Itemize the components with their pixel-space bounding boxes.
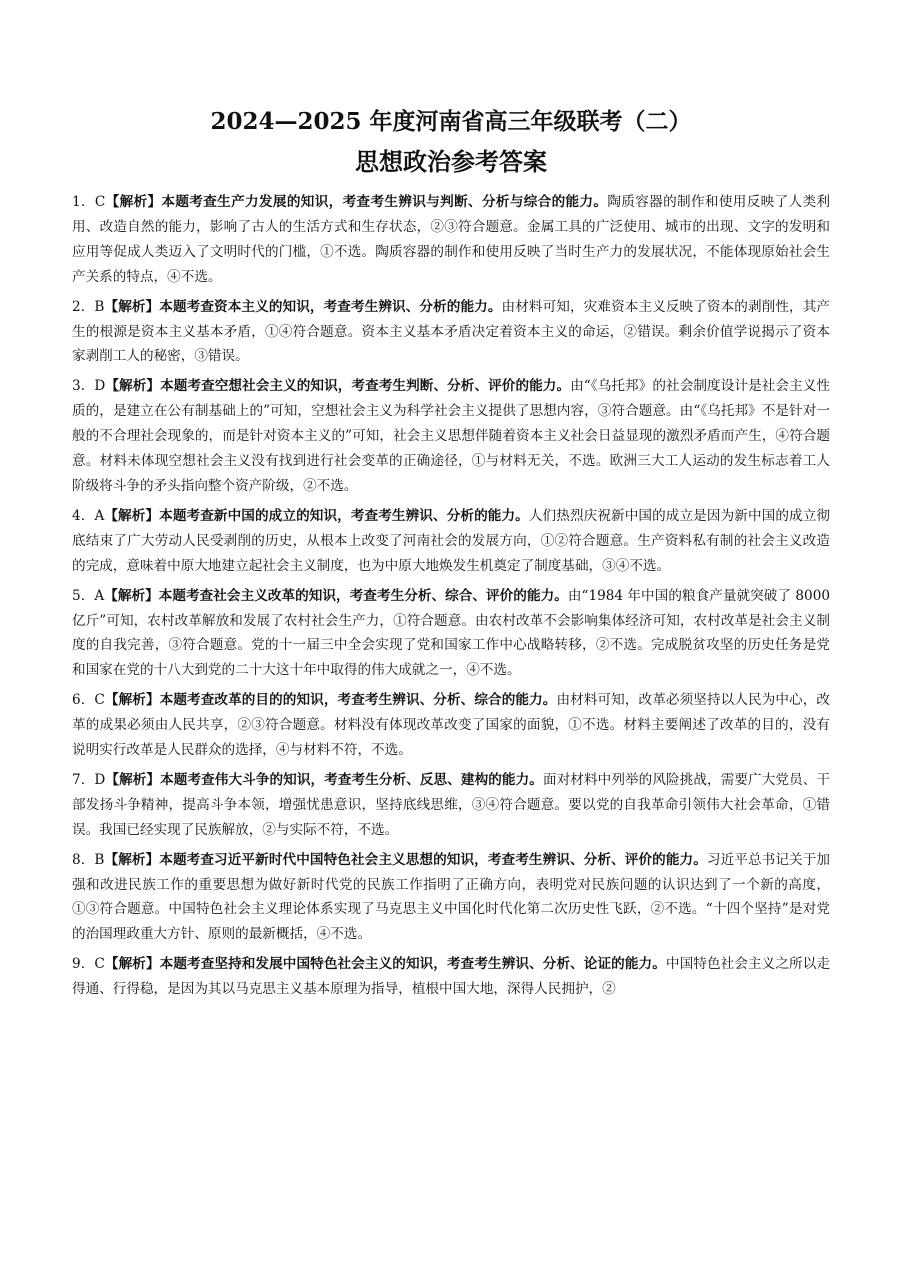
answer-item-8 [72, 848, 830, 948]
answer-summary: 本题考查坚持和发展中国特色社会主义的知识，考查考生辨识、分析、论证的能力。 [159, 956, 666, 973]
answer-item-9 [72, 952, 830, 1002]
answer-item-7 [72, 768, 830, 843]
answer-number: 6．C [72, 692, 105, 709]
analysis-tag: 【解析】 [104, 692, 160, 709]
answer-body: 由材料可知，改革必须坚持以人民为中心，改革的成果必须由人民共享，②③符合题意。材料没有体现改革改变了国家的面貌，①不选。材料主要阐述了改革的目的，没有说明实行改革是人民群众的选择，④与材料不符，不选。 [72, 692, 831, 759]
page-title: 2024—2025 年度河南省高三年级联考（二） [210, 108, 692, 135]
analysis-tag: 【解析】 [105, 771, 161, 788]
answer-number: 4．A [72, 507, 105, 524]
answer-number: 8．B [72, 851, 105, 868]
answer-number: 7．D [72, 771, 106, 788]
answer-item-6 [72, 688, 830, 763]
analysis-tag: 【解析】 [104, 956, 160, 973]
answer-number: 3．D [72, 378, 106, 395]
answer-body: 由材料可知，灾难资本主义反映了资本的剥削性，其产生的根源是资本主义基本矛盾，①④符合题意。资本主义基本矛盾决定着资本主义的命运，②错误。剩余价值学说揭示了资本家剥削工人的秘密，③错误。 [72, 298, 831, 365]
analysis-tag: 【解析】 [104, 851, 160, 868]
answer-summary: 本题考查伟大斗争的知识，考查考生分析、反思、建构的能力。 [160, 771, 543, 788]
answer-item-5 [72, 584, 830, 684]
answer-item-4 [72, 504, 830, 579]
page-subtitle: 思想政治参考答案 [355, 147, 547, 176]
answer-item-2 [72, 295, 830, 370]
answer-body: 习近平总书记关于加强和改进民族工作的重要思想为做好新时代党的民族工作指明了正确方向，表明党对民族问题的认识达到了一个新的高度，①③符合题意。中国特色社会主义理论体系实现了马克思主义中国化时代化第二次历史性飞跃，②不选。“十四个坚持”是对党的治国理政重大方针、原则的最新概括，④不选。 [72, 851, 831, 943]
answer-number: 1．C [72, 194, 106, 210]
analysis-tag: 【解析】 [104, 507, 160, 524]
analysis-tag: 【解析】 [104, 298, 160, 315]
answer-number: 2．B [72, 298, 105, 315]
answer-body: 面对材料中列举的风险挑战，需要广大党员、干部发扬斗争精神，提高斗争本领，增强忧患意识，坚持底线思维，③④符合题意。要以党的自我革命引领伟大社会革命，①错误。我国已经实现了民族解放，②与实际不符，不选。 [72, 771, 831, 838]
analysis-tag: 【解析】 [105, 194, 162, 210]
answer-number: 5．A [72, 587, 105, 604]
answer-item-1 [72, 190, 830, 290]
answer-body: 人们热烈庆祝新中国的成立是因为新中国的成立彻底结束了广大劳动人民受剥削的历史，从根本上改变了河南社会的发展方向，①②符合题意。生产资料私有制的社会主义改造的完成，意味着中原大地建立起社会主义制度，也为中原大地焕发生机奠定了制度基础，③④不选。 [72, 507, 831, 574]
answer-body: 中国特色社会主义之所以走得通、行得稳，是因为其以马克思主义基本原理为指导，植根中国大地，深得人民拥护，② [72, 956, 831, 998]
answer-number: 9．C [72, 956, 105, 973]
answer-summary: 本题考查习近平新时代中国特色社会主义思想的知识，考查考生辨识、分析、评价的能力。 [159, 851, 707, 868]
answer-summary: 本题考查空想社会主义的知识，考查考生判断、分析、评价的能力。 [160, 378, 571, 395]
answer-item-3 [72, 374, 830, 499]
answer-list [72, 190, 830, 1002]
answer-summary: 本题考查生产力发展的知识，考查考生辨识与判断、分析与综合的能力。 [161, 194, 608, 210]
answer-summary: 本题考查新中国的成立的知识，考查考生辨识、分析的能力。 [159, 507, 529, 524]
answer-summary: 本题考查资本主义的知识，考查考生辨识、分析的能力。 [159, 298, 502, 315]
answer-body: 陶质容器的制作和使用反映了人类利用、改造自然的能力，影响了古人的生活方式和生存状态，②③符合题意。金属工具的广泛使用、城市的出现、文字的发明和应用等促成人类迈入了文明时代的门槛，①不选。陶质容器的制作和使用反映了当时生产力的发展状况，不能体现原始社会生产关系的特点，④不选。 [72, 194, 831, 285]
answer-summary: 本题考查社会主义改革的知识，考查考生分析、综合、评价的能力。 [158, 587, 568, 604]
answer-summary: 本题考查改革的目的的知识，考查考生辨识、分析、综合的能力。 [159, 692, 557, 709]
answer-body: 由“《乌托邦》的社会制度设计是社会主义性质的，是建立在公有制基础上的”可知，空想社会主义为科学社会主义提供了思想内容，③符合题意。由“《乌托邦》不是针对一般的不合理社会现象的，而是针对资本主义的”可知，社会主义思想伴随着资本主义社会日益显现的激烈矛盾而产生，④符合题意。材料未体现空想社会主义没有找到进行社会变革的正确途径，①与材料无关，不选。欧洲三大工人运动的发生标志着工人阶级将斗争的矛头指向整个资产阶级，②不选。 [72, 378, 831, 494]
answer-body: 由“1984 年中国的粮食产量就突破了 8000 亿斤”可知，农村改革解放和发展了农村社会生产力，①符合题意。由农村改革不会影响集体经济可知，农村改革是社会主义制度的自我完善，③符合题意。党的十一届三中全会实现了党和国家工作中心战略转移，②不选。完成脱贫攻坚的历史任务是党和国家在党的十八大到党的二十大这十年中取得的伟大成就之一，④不选。 [72, 587, 831, 679]
analysis-tag: 【解析】 [104, 587, 159, 604]
analysis-tag: 【解析】 [105, 378, 161, 395]
